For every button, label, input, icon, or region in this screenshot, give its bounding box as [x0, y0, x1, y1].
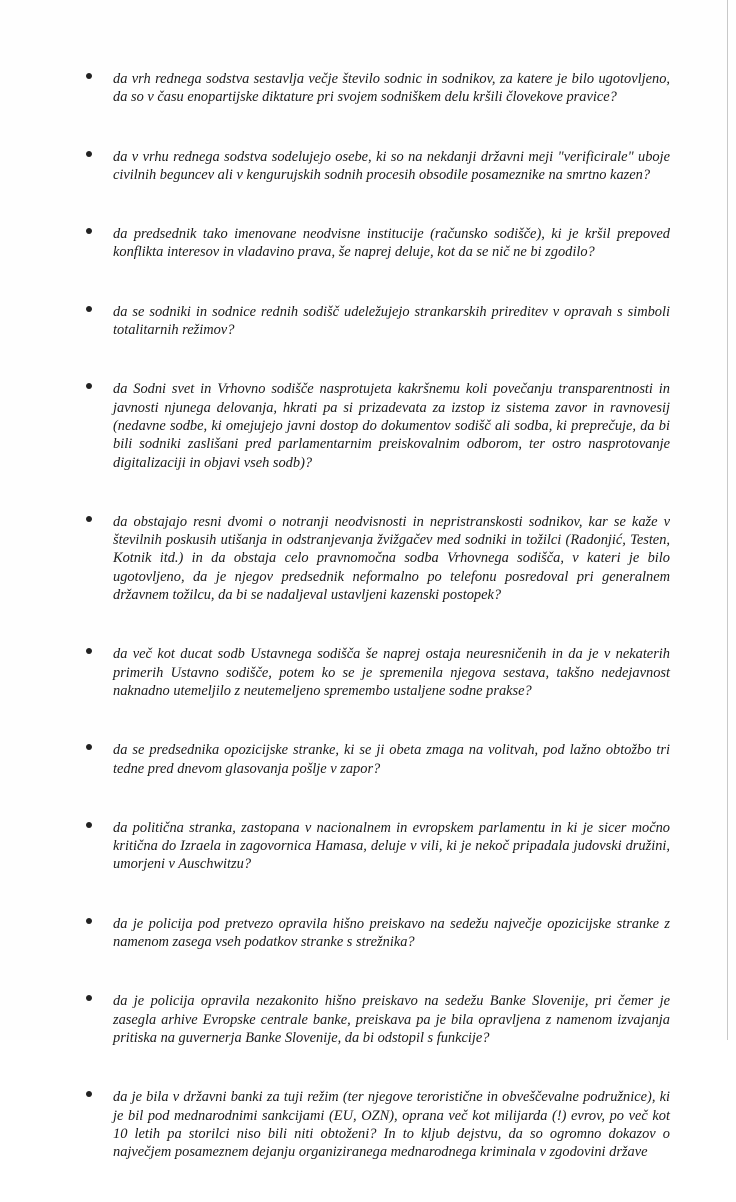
bullet-icon	[86, 383, 92, 389]
item-text: da v vrhu rednega sodstva sodelujejo osebe, ki so na nekdanji državni meji "verificirale" uboje civilnih beguncev ali v kengurujskih sodnih procesih obsodile posameznike na smrtno kazen?	[113, 148, 670, 183]
list-item	[86, 70, 670, 107]
item-text: da se predsednika opozicijske stranke, ki se ji obeta zmaga na volitvah, pod lažno obtožbo tri tedne pred dnevom glasovanja pošlje v zapor?	[113, 742, 670, 777]
item-text: da obstajajo resni dvomi o notranji neodvisnosti in nepristranskosti sodnikov, kar se kaže v številnih poskusih utišanja in odstranjevanja žvižgačev med sodniki in tožilci (Radonjić, Testen, Kotnik itd.) in da obstaja celo pravnomočna sodba Vrhovnega sodišča, v kateri je bilo ugotovljeno, da je njegov predsednik neformalno po telefonu posredoval pri generalnem državnem tožilcu, da bi se nadaljeval ustavljeni kazenski postopek?	[113, 513, 670, 604]
bullet-icon	[86, 73, 92, 79]
bullet-icon	[86, 516, 92, 522]
list-item	[86, 819, 670, 874]
bullet-icon	[86, 151, 92, 157]
item-text: da se sodniki in sodnice rednih sodišč udeležujejo strankarskih prireditev v opravah s simboli totalitarnih režimov?	[113, 303, 670, 339]
item-text: da vrh rednega sodstva sestavlja večje število sodnic in sodnikov, za katere je bilo ugotovljeno, da so v času enopartijske diktature pri svojem sodniškem delu kršili človekove pravice?	[113, 71, 670, 106]
page-edge-line	[727, 0, 728, 1040]
bullet-icon	[86, 918, 92, 924]
list-item	[86, 380, 670, 471]
item-text: da je bila v državni banki za tuji režim (ter njegove teroristične in obveščevalne podružnice), ki je bil pod mednarodnimi sankcijami (EU, OZN), oprana več kot milijarda (!) evrov, po več kot 10 letih pa storilci niso bili niti obtoženi? In to kljub dejstvu, da so ogromno dokazov o največjem posameznem dejanju organiziranega mednarodnega kriminala v zgodovini države	[113, 1089, 670, 1161]
list-item	[86, 225, 670, 262]
item-text: da politična stranka, zastopana v nacionalnem in evropskem parlamentu in ki je sicer močno kritična do Izraela in zagovornica Hamasa, deluje v vili, ki je nekoč pripadala judovski družini, umorjeni v Auschwitzu?	[113, 819, 670, 873]
bullet-icon	[86, 648, 92, 654]
list-item	[86, 513, 670, 604]
bullet-icon	[86, 822, 92, 828]
bullet-icon	[86, 228, 92, 234]
list-item	[86, 992, 670, 1047]
list-item	[86, 148, 670, 185]
bullet-icon	[86, 995, 92, 1001]
item-text: da Sodni svet in Vrhovno sodišče nasprotujeta kakršnemu koli povečanju transparentnosti in javnosti njunega delovanja, hkrati pa si prizadevata za izstop iz sistema zavor in ravnovesij (nedavne sodbe, ki omejujejo javni dostop do dokumentov sodišč ali sodba, ki preprečuje, da bi bili sodniki zaslišani pred parlamentarnim preiskovalnim odborom, ter ostro nasprotovanje digitalizaciji in objavi vseh sodb)?	[113, 381, 670, 471]
list-item	[86, 303, 670, 340]
bullet-icon	[86, 306, 92, 312]
bullet-icon	[86, 1091, 92, 1097]
item-text: da je policija opravila nezakonito hišno preiskavo na sedežu Banke Slovenije, pri čemer je zasegla arhive Evropske centrale banke, preiskava pa je bila opravljena z namenom izvajanja pritiska na guvernerja Banke Slovenije, da bi odstopil s funkcije?	[113, 993, 670, 1046]
bullet-icon	[86, 744, 92, 750]
list-item	[86, 645, 670, 700]
item-text: da več kot ducat sodb Ustavnega sodišča še naprej ostaja neuresničenih in da je v nekaterih primerih Ustavno sodišče, potem ko se je spremenila njegova sestava, takšno nedejavnost naknadno utemeljilo z neutemeljeno spremembo ustaljene sodne prakse?	[113, 646, 670, 699]
list-item	[86, 915, 670, 952]
question-list	[86, 70, 670, 1202]
list-item	[86, 1088, 670, 1161]
item-text: da je policija pod pretvezo opravila hišno preiskavo na sedežu največje opozicijske stranke z namenom zasega vseh podatkov stranke s strežnika?	[113, 915, 670, 951]
list-item	[86, 741, 670, 778]
item-text: da predsednik tako imenovane neodvisne institucije (računsko sodišče), ki je kršil prepoved konflikta interesov in vladavino prava, še naprej deluje, kot da se nič ne bi zgodilo?	[113, 226, 670, 261]
